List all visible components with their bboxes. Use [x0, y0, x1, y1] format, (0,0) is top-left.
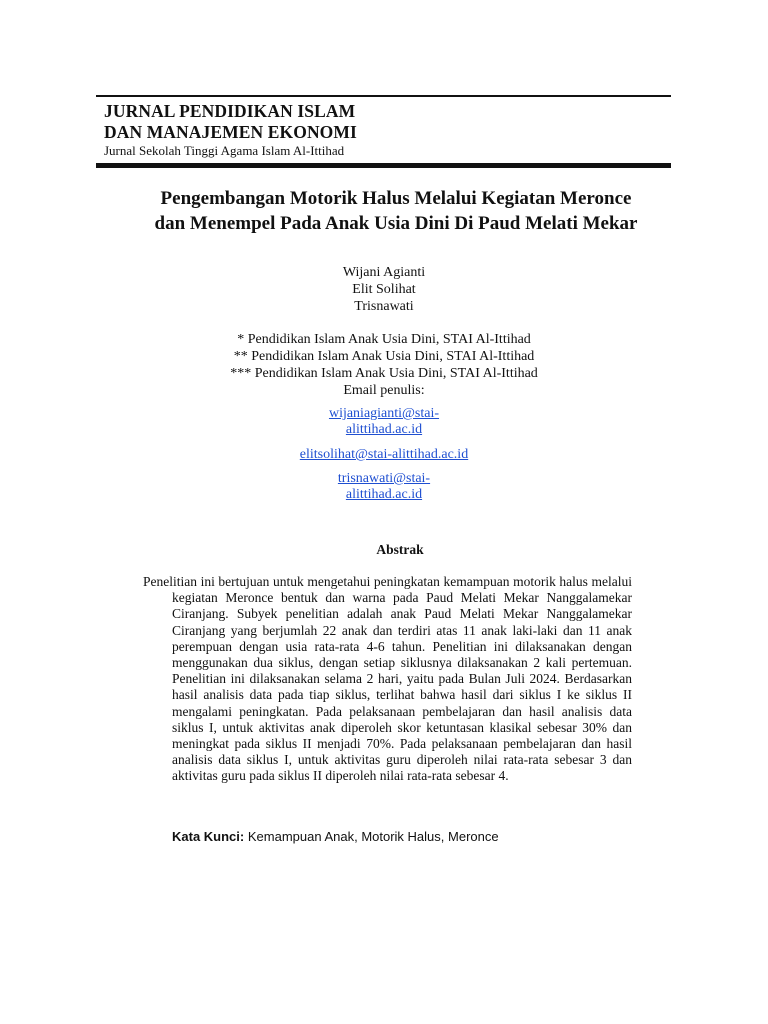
- email-link-line: wijaniagianti@stai-: [328, 406, 440, 421]
- paper-title: [96, 186, 696, 236]
- journal-name-line-2: DAN MANAJEMEN EKONOMI: [104, 122, 357, 142]
- paper-title-line-2: dan Menempel Pada Anak Usia Dini Di Paud Melati Mekar: [154, 213, 638, 234]
- email-label: Email penulis:: [343, 383, 425, 398]
- affiliation: * Pendidikan Islam Anak Usia Dini, STAI Al-Ittihad: [237, 332, 531, 347]
- author-list: [184, 264, 584, 315]
- email-link-trisnawati[interactable]: [244, 471, 524, 503]
- email-link-wijani[interactable]: [244, 406, 524, 438]
- affiliation: ** Pendidikan Islam Anak Usia Dini, STAI Al-Ittihad: [233, 349, 535, 364]
- email-link-elit[interactable]: [244, 447, 524, 463]
- email-link-line: alittihad.ac.id: [345, 422, 423, 437]
- email-link-line: alittihad.ac.id: [345, 487, 423, 502]
- abstract-heading: Abstrak: [376, 542, 424, 557]
- keywords-value: Kemampuan Anak, Motorik Halus, Meronce: [247, 829, 499, 844]
- journal-subtitle: Jurnal Sekolah Tinggi Agama Islam Al-Ittihad: [104, 143, 345, 158]
- keywords-label: Kata Kunci:: [172, 829, 245, 844]
- email-link-line: elitsolihat@stai-alittihad.ac.id: [299, 447, 469, 462]
- header-thick-rule: [96, 163, 671, 168]
- affiliation-list: [164, 331, 604, 399]
- author-name: Trisnawati: [354, 299, 414, 314]
- author-name: Elit Solihat: [352, 282, 416, 297]
- journal-name-line-1: JURNAL PENDIDIKAN ISLAM: [104, 101, 356, 121]
- abstract-body: Penelitian ini bertujuan untuk mengetahui peningkatan kemampuan motorik halus melalui kegiatan Meronce bentuk dan warna pada Paud Melati Mekar Nanggalamekar Ciranjang. Subyek penelitian adalah anak Paud Melati Mekar Nanggalamekar Ciranjang yang berjumlah 22 anak dan terdiri atas 11 anak laki-laki dan 11 anak perempuan dengan usia rata-rata 4-6 tahun. Penelitian ini dilaksanakan dengan menggunakan dua siklus, dengan setiap siklusnya dilaksanakan 2 kali pertemuan. Penelitian ini dilaksanakan selama 2 hari, yaitu pada Bulan Juli 2024. Berdasarkan hasil analisis data pada tiap siklus, terlihat bahwa hasil dari siklus I ke siklus II mengalami peningkatan. Pada pelaksanaan pembelajaran dan hasil analisis data siklus I, untuk aktivitas anak diperoleh skor ketuntasan klasikal sebesar 30% dan meningkat pada siklus II menjadi 70%. Pada pelaksanaan pembelajaran dan hasil analisis data siklus I, untuk aktivitas guru diperoleh nilai rata-rata sebesar 3 dan aktivitas guru pada siklus II diperoleh nilai rata-rata sebesar 4.: [143, 574, 632, 784]
- email-link-line: trisnawati@stai-: [337, 471, 431, 486]
- paper-title-line-1: Pengembangan Motorik Halus Melalui Kegiatan Meronce: [160, 188, 632, 209]
- affiliation: *** Pendidikan Islam Anak Usia Dini, STAI Al-Ittihad: [230, 366, 538, 381]
- author-name: Wijani Agianti: [342, 265, 426, 280]
- journal-header: [104, 101, 664, 159]
- keywords: [172, 828, 632, 845]
- header-top-rule: [96, 95, 671, 97]
